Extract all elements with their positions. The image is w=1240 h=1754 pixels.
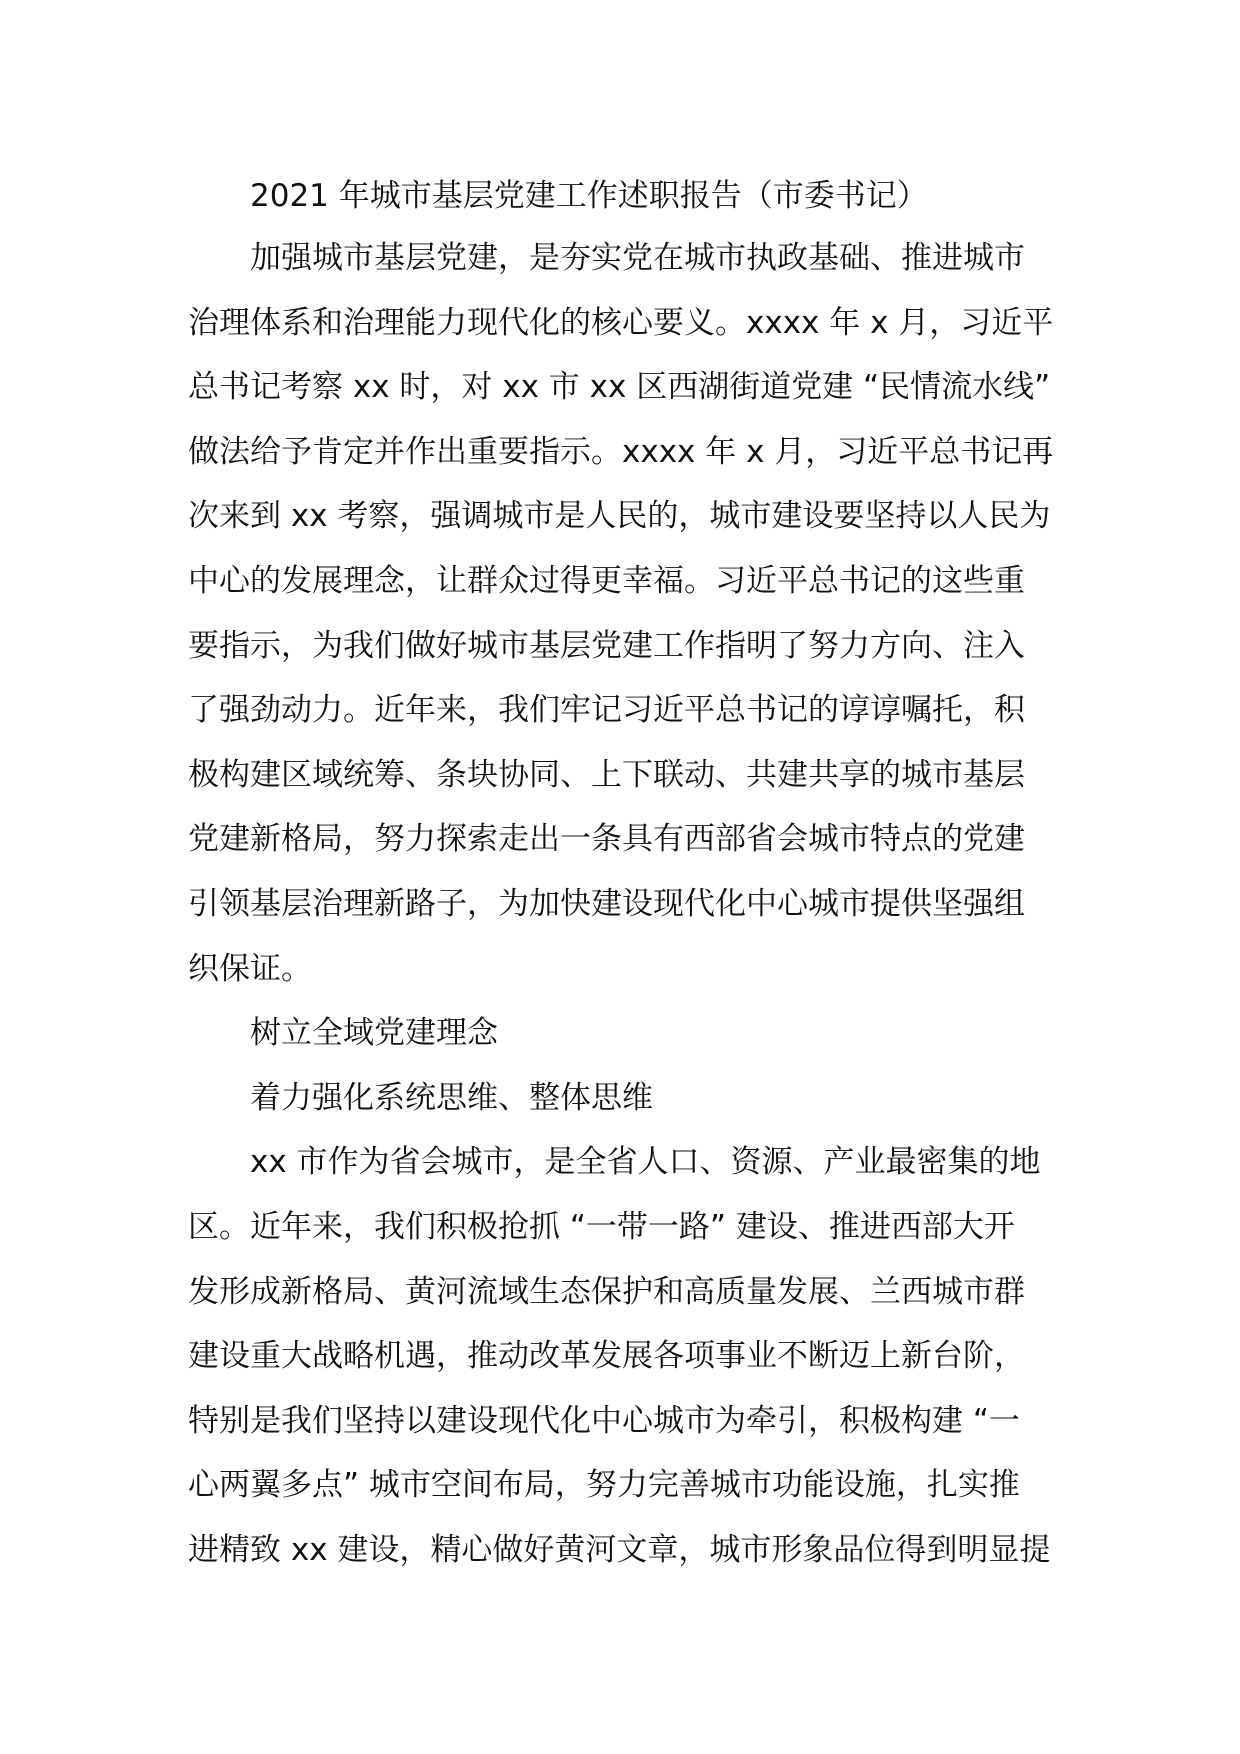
paragraph-1: [188, 226, 1058, 1001]
section-heading: 树立全域党建理念: [250, 1015, 498, 1052]
paragraph-line: 中心的发展理念，让群众过得更幸福。习近平总书记的这些重: [188, 562, 1025, 599]
paragraph-line: 心两翼多点” 城市空间布局，努力完善城市功能设施，扎实推: [188, 1467, 1020, 1504]
paragraph-line: 引领基层治理新路子，为加快建设现代化中心城市提供坚强组: [188, 885, 1025, 922]
paragraph-line: 治理体系和治理能力现代化的核心要义。xxxx 年 x 月，习近平: [188, 304, 1054, 341]
paragraph-line: 做法给予肯定并作出重要指示。xxxx 年 x 月，习近平总书记再: [188, 433, 1054, 470]
paragraph-line: 总书记考察 xx 时，对 xx 市 xx 区西湖街道党建 “民情流水线”: [188, 369, 1051, 406]
paragraph-line: 特别是我们坚持以建设现代化中心城市为牵引，积极构建 “一: [188, 1402, 1020, 1439]
document-body: [188, 226, 1058, 1582]
paragraph-line: 要指示，为我们做好城市基层党建工作指明了努力方向、注入: [188, 627, 1025, 664]
paragraph-line: 了强劲动力。近年来，我们牢记习近平总书记的谆谆嘱托，积: [188, 692, 1025, 729]
paragraph-line: 织保证。: [188, 950, 312, 987]
subsection-heading: 着力强化系统思维、整体思维: [250, 1079, 653, 1116]
paragraph-line: xx 市作为省会城市，是全省人口、资源、产业最密集的地: [250, 1144, 1041, 1181]
paragraph-line: 发形成新格局、黄河流域生态保护和高质量发展、兰西城市群: [188, 1273, 1025, 1310]
paragraph-line: 进精致 xx 建设，精心做好黄河文章，城市形象品位得到明显提: [188, 1531, 1051, 1568]
paragraph-line: 极构建区域统筹、条块协同、上下联动、共建共享的城市基层: [188, 756, 1025, 793]
paragraph-line: 区。近年来，我们积极抢抓 “一带一路” 建设、推进西部大开: [188, 1208, 1015, 1245]
paragraph-line: 次来到 xx 考察，强调城市是人民的，城市建设要坚持以人民为: [188, 498, 1051, 535]
paragraph-2: [188, 1130, 1058, 1582]
paragraph-line: 加强城市基层党建，是夯实党在城市执政基础、推进城市: [250, 240, 1025, 276]
document-title: 2021 年城市基层党建工作述职报告（市委书记）: [250, 178, 928, 214]
paragraph-line: 建设重大战略机遇，推动改革发展各项事业不断迈上新台阶，: [188, 1338, 1025, 1375]
paragraph-line: 党建新格局，努力探索走出一条具有西部省会城市特点的党建: [188, 821, 1025, 858]
